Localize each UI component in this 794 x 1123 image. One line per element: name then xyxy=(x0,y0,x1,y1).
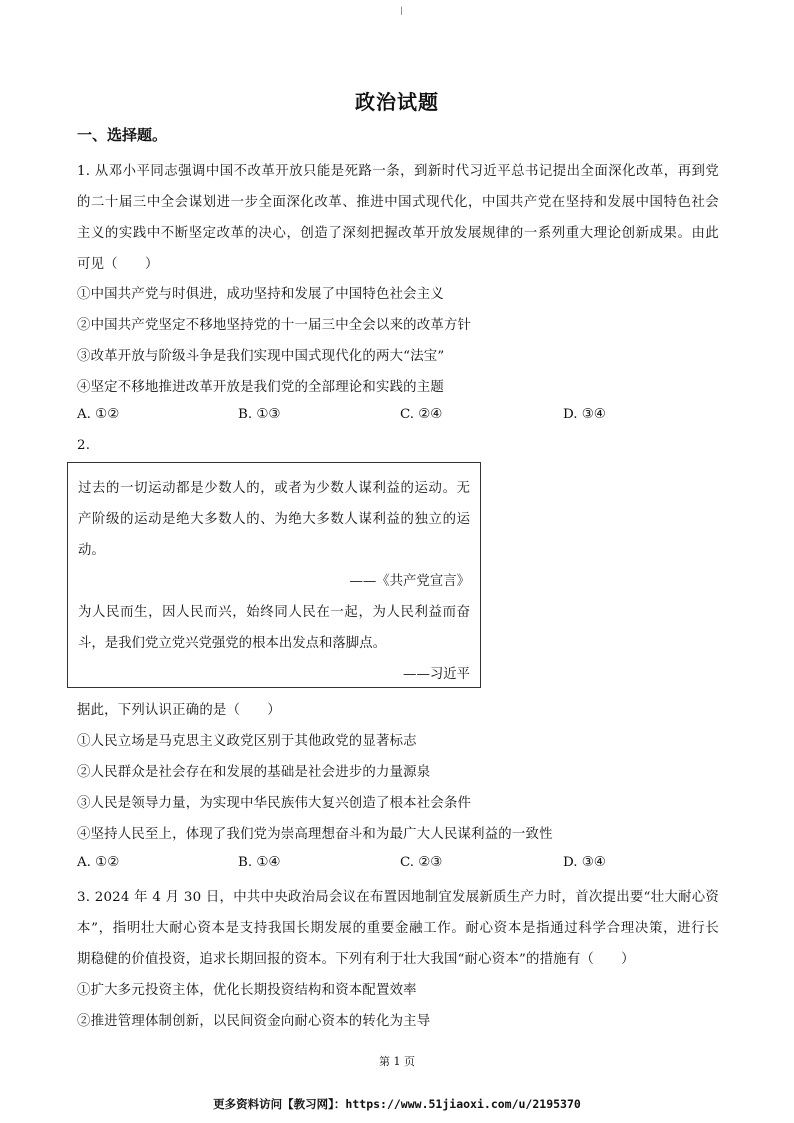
promo-link[interactable]: 更多资料访问【教习网】：https://www.51jiaoxi.com/u/2195370 xyxy=(213,1097,581,1111)
quote-box xyxy=(67,462,481,688)
quote1-line: 产阶级的运动是绝大多数人的、为绝大多数人谋利益的独立的运 xyxy=(78,512,470,527)
q2-option-a[interactable]: A. ①② xyxy=(77,855,120,870)
q2-option-d[interactable]: D. ③④ xyxy=(563,855,606,870)
q2-option-c[interactable]: C. ②③ xyxy=(400,855,443,870)
q1-statement: ②中国共产党坚定不移地坚持党的十一届三中全会以来的改革方针 xyxy=(77,318,472,333)
q2-option-b[interactable]: B. ①④ xyxy=(238,855,281,870)
q3-line: 3. 2024 年 4 月 30 日，中共中央政治局会议在布置因地制宜发展新质生产力时，首次提出要“壮大耐心资 xyxy=(77,890,719,905)
q2-number: 2. xyxy=(77,438,91,453)
quote1-source: ——《共产党宣言》 xyxy=(349,574,470,589)
page-number: 第 1 页 xyxy=(379,1055,415,1068)
q2-stem: 据此，下列认识正确的是（ ） xyxy=(77,703,281,718)
section-heading: 一、选择题。 xyxy=(77,126,168,144)
q1-statement: ③改革开放与阶级斗争是我们实现中国式现代化的两大“法宝” xyxy=(77,349,445,364)
q2-statement: ①人民立场是马克思主义政党区别于其他政党的显著标志 xyxy=(77,734,417,749)
top-mark: | xyxy=(400,6,403,15)
q2-statement: ④坚持人民至上，体现了我们党为崇高理想奋斗和为最广大人民谋利益的一致性 xyxy=(77,827,553,842)
q1-statement: ④坚定不移地推进改革开放是我们党的全部理论和实践的主题 xyxy=(77,380,444,395)
q1-option-b[interactable]: B. ①③ xyxy=(238,407,281,422)
q1-option-a[interactable]: A. ①② xyxy=(77,407,120,422)
quote2-line: 为人民而生，因人民而兴，始终同人民在一起，为人民利益而奋 xyxy=(78,605,470,620)
quote1-line: 动。 xyxy=(78,543,105,558)
q1-option-d[interactable]: D. ③④ xyxy=(563,407,606,422)
q3-statement: ②推进管理体制创新，以民间资金向耐心资本的转化为主导 xyxy=(77,1014,431,1029)
q3-statement: ①扩大多元投资主体，优化长期投资结构和资本配置效率 xyxy=(77,983,417,998)
q3-line: 本”，指明壮大耐心资本是支持我国长期发展的重要金融工作。耐心资本是指通过科学合理决策，进行长 xyxy=(77,921,719,936)
quote2-source: ——习近平 xyxy=(403,667,470,682)
q1-line: 1. 从邓小平同志强调中国不改革开放只能是死路一条，到新时代习近平总书记提出全面深化改革，再到党 xyxy=(77,164,719,179)
q1-line: 的二十届三中全会谋划进一步全面深化改革、推进中国式现代化，中国共产党在坚持和发展中国特色社会 xyxy=(77,195,719,210)
q1-statement: ①中国共产党与时俱进，成功坚持和发展了中国特色社会主义 xyxy=(77,287,444,302)
q3-line: 期稳健的价值投资，追求长期回报的资本。下列有利于壮大我国“耐心资本”的措施有（ ） xyxy=(77,952,635,967)
quote1-line: 过去的一切运动都是少数人的，或者为少数人谋利益的运动。无 xyxy=(78,481,470,496)
q1-line: 可见（ ） xyxy=(77,257,159,272)
q1-option-c[interactable]: C. ②④ xyxy=(400,407,443,422)
q2-statement: ③人民是领导力量，为实现中华民族伟大复兴创造了根本社会条件 xyxy=(77,796,472,811)
q2-statement: ②人民群众是社会存在和发展的基础是社会进步的力量源泉 xyxy=(77,765,431,780)
quote2-line: 斗，是我们党立党兴党强党的根本出发点和落脚点。 xyxy=(78,636,386,651)
q1-line: 主义的实践中不断坚定改革的决心，创造了深刻把握改革开放发展规律的一系列重大理论创新成果。由此 xyxy=(77,226,719,241)
page-title: 政治试题 xyxy=(355,90,439,114)
